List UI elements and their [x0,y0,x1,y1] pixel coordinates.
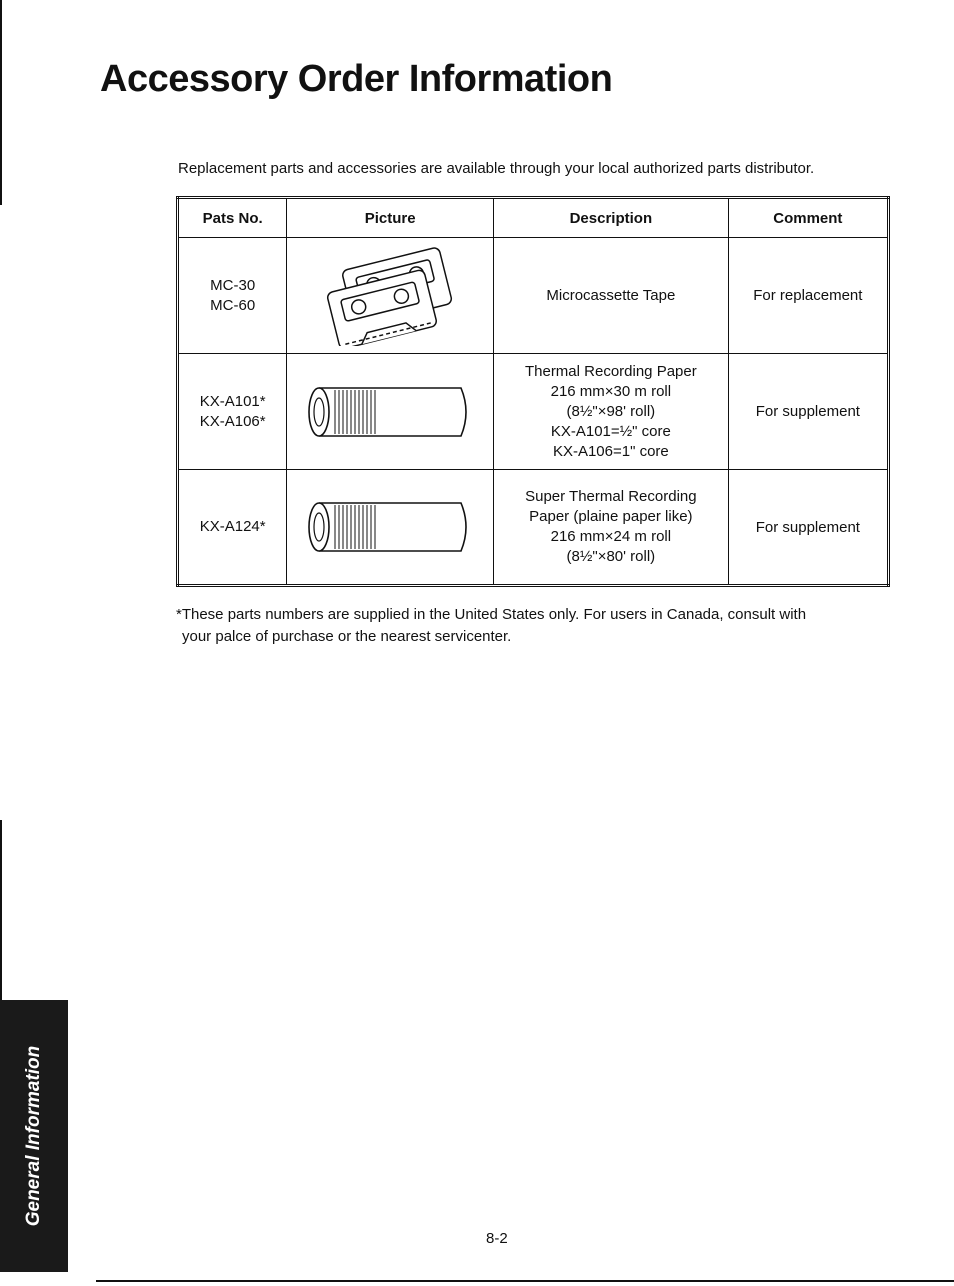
table-row [178,354,889,470]
picture-cell [287,238,494,354]
section-tab-label: General Information [23,1045,44,1227]
picture-cell [287,354,494,470]
super-thermal-paper-roll-icon [305,497,475,557]
comment-cell: For supplement [728,354,888,470]
page-number: 8-2 [486,1230,508,1247]
description-cell [494,238,729,354]
thermal-paper-roll-icon [305,382,475,442]
bottom-rule [96,1280,954,1282]
table-header-row [178,198,889,238]
description-line: Paper (plaine paper like) [529,508,693,525]
description-line: 216 mm×24 m roll [550,528,672,545]
description-line: (8½"×80' roll) [566,548,656,565]
description-line: Thermal Recording Paper [524,362,697,380]
section-side-tab [0,1000,68,1272]
table-row [178,238,889,354]
part-number-cell [178,238,287,354]
header-comment: Comment [728,198,888,238]
part-number-cell [178,470,287,586]
part-number: KX-A124* [199,518,266,535]
comment-cell: For replacement [728,238,888,354]
part-number: KX-A101* [199,392,266,410]
description-line: 216 mm×30 m roll [550,382,672,400]
microcassette-tapes-icon [315,246,465,346]
header-picture: Picture [287,198,494,238]
table-row [178,470,889,586]
comment-cell: For supplement [728,470,888,586]
footnote [176,604,876,648]
description-line: Microcassette Tape [546,286,676,304]
description-line: KX-A106=1" core [552,442,669,460]
description-line: (8½"×98' roll) [566,402,656,420]
part-number-cell [178,354,287,470]
part-number: KX-A106* [199,412,266,430]
description-cell [494,470,729,586]
header-part-number: Pats No. [178,198,287,238]
left-edge-line-lower [0,820,2,1000]
description-line: KX-A101=½" core [550,422,671,440]
page-title: Accessory Order Information [100,58,613,100]
left-edge-line-upper [0,0,2,205]
description-cell [494,354,729,470]
part-number: MC-60 [210,296,256,314]
intro-text: Replacement parts and accessories are available through your local authorized parts distributor. [178,160,815,177]
footnote-line: *These parts numbers are supplied in the United States only. For users in Canada, consult with [176,606,807,623]
part-number: MC-30 [210,276,256,294]
picture-cell [287,470,494,586]
header-description: Description [494,198,729,238]
description-line: Super Thermal Recording [525,488,697,505]
footnote-line: your palce of purchase or the nearest servicenter. [182,628,512,645]
accessory-table [176,196,890,587]
